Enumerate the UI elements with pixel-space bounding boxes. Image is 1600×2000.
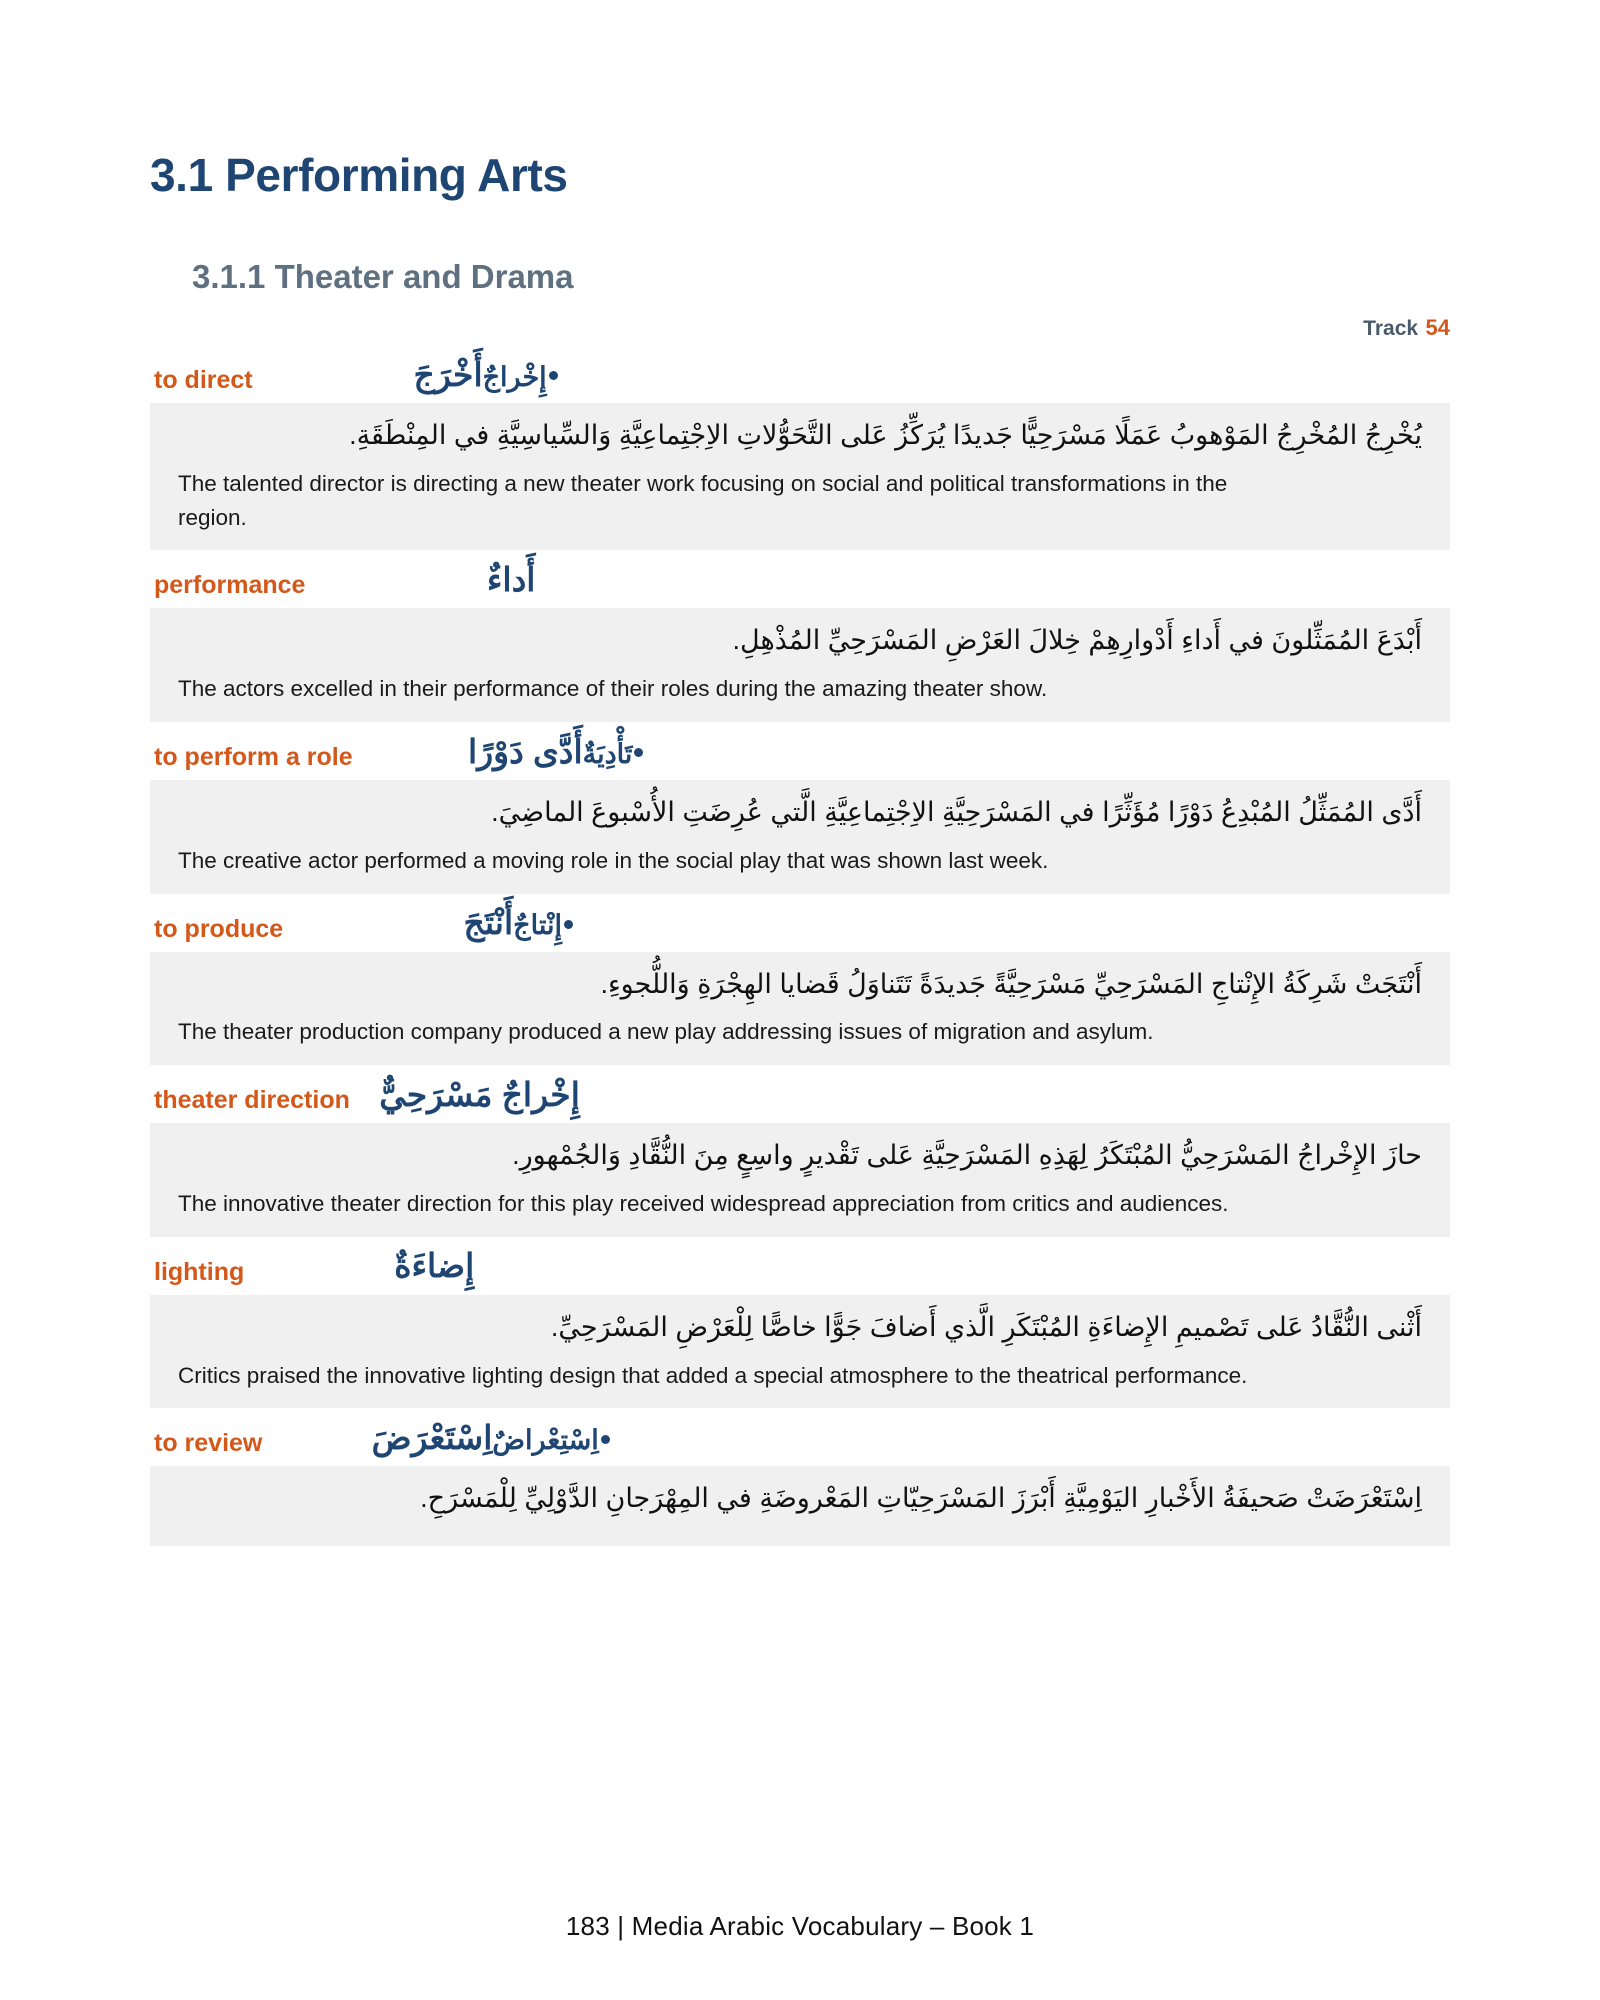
entry-example-block bbox=[150, 1466, 1450, 1546]
vocabulary-entry bbox=[150, 894, 1450, 1066]
entry-arabic-word: إِضاءَةٌ bbox=[394, 1247, 475, 1285]
entry-example-block bbox=[150, 1123, 1450, 1237]
example-english: The talented director is directing a new theater work focusing on social and political transformations in the region. bbox=[178, 470, 1228, 530]
track-marker bbox=[150, 315, 1450, 341]
entry-english-meaning: to produce bbox=[154, 914, 284, 943]
subsection-title: 3.1.1 Theater and Drama bbox=[192, 258, 574, 295]
bullet-icon bbox=[601, 1435, 610, 1444]
entry-english-meaning: performance bbox=[154, 571, 306, 600]
entry-example-block bbox=[150, 608, 1450, 722]
entry-masdar bbox=[483, 360, 568, 395]
entry-header bbox=[150, 1408, 1450, 1466]
entry-arabic-word: أَداءٌ bbox=[486, 561, 536, 599]
example-english: The theater production company produced a new play addressing issues of migration and asylum. bbox=[178, 1019, 1154, 1045]
bullet-icon bbox=[634, 748, 643, 757]
vocabulary-list bbox=[150, 345, 1450, 1546]
example-arabic: أَدَّى المُمَثِّلُ المُبْدِعُ دَوْرًا مُؤَثِّرًا في المَسْرَحِيَّةِ الاِجْتِماعِيَّةِ الَّتي عُرِضَتِ الأُسْبوعَ الماضِيَ. bbox=[491, 796, 1422, 827]
entry-header bbox=[150, 722, 1450, 780]
entry-arabic-group bbox=[253, 354, 1446, 395]
entry-masdar bbox=[583, 737, 654, 772]
bullet-icon bbox=[564, 920, 573, 929]
entry-masdar-text: تَأْدِيَةٌ bbox=[582, 738, 633, 769]
entry-header bbox=[150, 550, 1450, 608]
example-english: The creative actor performed a moving role in the social play that was shown last week. bbox=[178, 847, 1049, 873]
page-footer: 183 | Media Arabic Vocabulary – Book 1 bbox=[565, 1911, 1035, 1941]
vocabulary-entry bbox=[150, 1065, 1450, 1237]
entry-header bbox=[150, 894, 1450, 952]
entry-arabic-word: أَنْتَجَ bbox=[463, 904, 514, 942]
example-arabic: يُخْرِجُ المُخْرِجُ المَوْهوبُ عَمَلًا مَسْرَحِيًّا جَديدًا يُرَكِّزُ عَلى التَّحَوُّلاتِ الاِجْتِماعِيَّةِ وَالسِّياسِيَّةِ في المِنْطَقَةِ. bbox=[349, 420, 1422, 450]
entry-masdar bbox=[492, 1423, 619, 1458]
entry-arabic-group bbox=[350, 1074, 1446, 1115]
entry-arabic-word: إِخْراجٌ مَسْرَحِيٌّ bbox=[379, 1075, 580, 1113]
track-number: 54 bbox=[1425, 315, 1450, 340]
entry-example-block bbox=[150, 1295, 1450, 1409]
entry-masdar-text: اِسْتِعْراضٌ bbox=[492, 1425, 599, 1456]
example-arabic: أَبْدَعَ المُمَثِّلونَ في أَداءِ أَدْوارِهِمْ خِلالَ العَرْضِ المَسْرَحِيِّ المُذْهِلِ. bbox=[732, 625, 1422, 656]
entry-english-meaning: lighting bbox=[154, 1257, 245, 1286]
example-arabic: أَنْتَجَتْ شَرِكَةُ الإِنْتاجِ المَسْرَحِيِّ مَسْرَحِيَّةً جَديدَةً تَتَناوَلُ قَضايا الهِجْرَةِ وَاللُّجوءِ. bbox=[600, 968, 1422, 999]
entry-masdar bbox=[513, 908, 583, 943]
vocabulary-entry bbox=[150, 1237, 1450, 1409]
entry-example-block bbox=[150, 952, 1450, 1066]
vocabulary-entry bbox=[150, 1408, 1450, 1546]
entry-arabic-group bbox=[244, 1245, 1446, 1286]
entry-arabic-word: أَدَّى دَوْرًا bbox=[468, 732, 583, 770]
entry-arabic-group bbox=[262, 1417, 1446, 1458]
example-english: Critics praised the innovative lighting design that added a special atmosphere to the theatrical performance. bbox=[178, 1362, 1248, 1388]
vocabulary-entry bbox=[150, 550, 1450, 722]
entry-arabic-word: أَخْرَجَ bbox=[413, 355, 483, 393]
entry-header bbox=[150, 1065, 1450, 1123]
example-arabic: أَثْنى النُّقَّادُ عَلى تَصْميمِ الإِضاءَةِ المُبْتَكَرِ الَّذي أَضافَ جَوًّا خاصًّا لِلْعَرْضِ المَسْرَحِيِّ. bbox=[550, 1311, 1422, 1342]
entry-masdar-text: إِخْراجٌ bbox=[482, 361, 547, 392]
example-english: The innovative theater direction for this play received widespread appreciation from critics and audiences. bbox=[178, 1190, 1229, 1216]
vocabulary-entry bbox=[150, 722, 1450, 894]
entry-english-meaning: to perform a role bbox=[154, 742, 353, 771]
page-title: 3.1 Performing Arts bbox=[150, 149, 568, 201]
example-arabic: اِسْتَعْرَضَتْ صَحيفَةُ الأَخْبارِ اليَوْمِيَّةِ أَبْرَزَ المَسْرَحِيّاتِ المَعْروضَةِ في المِهْرَجانِ الدَّوْلِيِّ لِلْمَسْرَحِ. bbox=[420, 1483, 1422, 1514]
entry-masdar-text: إِنْتاجٌ bbox=[513, 910, 562, 941]
entry-header bbox=[150, 1237, 1450, 1295]
entry-header bbox=[150, 345, 1450, 403]
entry-arabic-group bbox=[283, 902, 1446, 943]
entry-arabic-word: اِسْتَعْرَضَ bbox=[371, 1419, 493, 1457]
example-english: The actors excelled in their performance of their roles during the amazing theater show. bbox=[178, 676, 1048, 702]
entry-english-meaning: theater direction bbox=[154, 1086, 350, 1115]
track-label: Track bbox=[1363, 317, 1419, 340]
entry-english-meaning: to direct bbox=[154, 366, 253, 394]
entry-example-block bbox=[150, 403, 1450, 550]
vocabulary-entry bbox=[150, 345, 1450, 550]
entry-example-block bbox=[150, 780, 1450, 894]
bullet-icon bbox=[549, 371, 558, 380]
example-arabic: حازَ الإِخْراجُ المَسْرَحِيُّ المُبْتَكَرُ لِهَذِهِ المَسْرَحِيَّةِ عَلى تَقْديرٍ واسِعٍ مِنَ النُّقَّادِ وَالجُمْهورِ. bbox=[512, 1140, 1422, 1171]
entry-english-meaning: to review bbox=[154, 1429, 263, 1458]
entry-arabic-group bbox=[305, 559, 1446, 600]
entry-arabic-group bbox=[353, 731, 1446, 772]
